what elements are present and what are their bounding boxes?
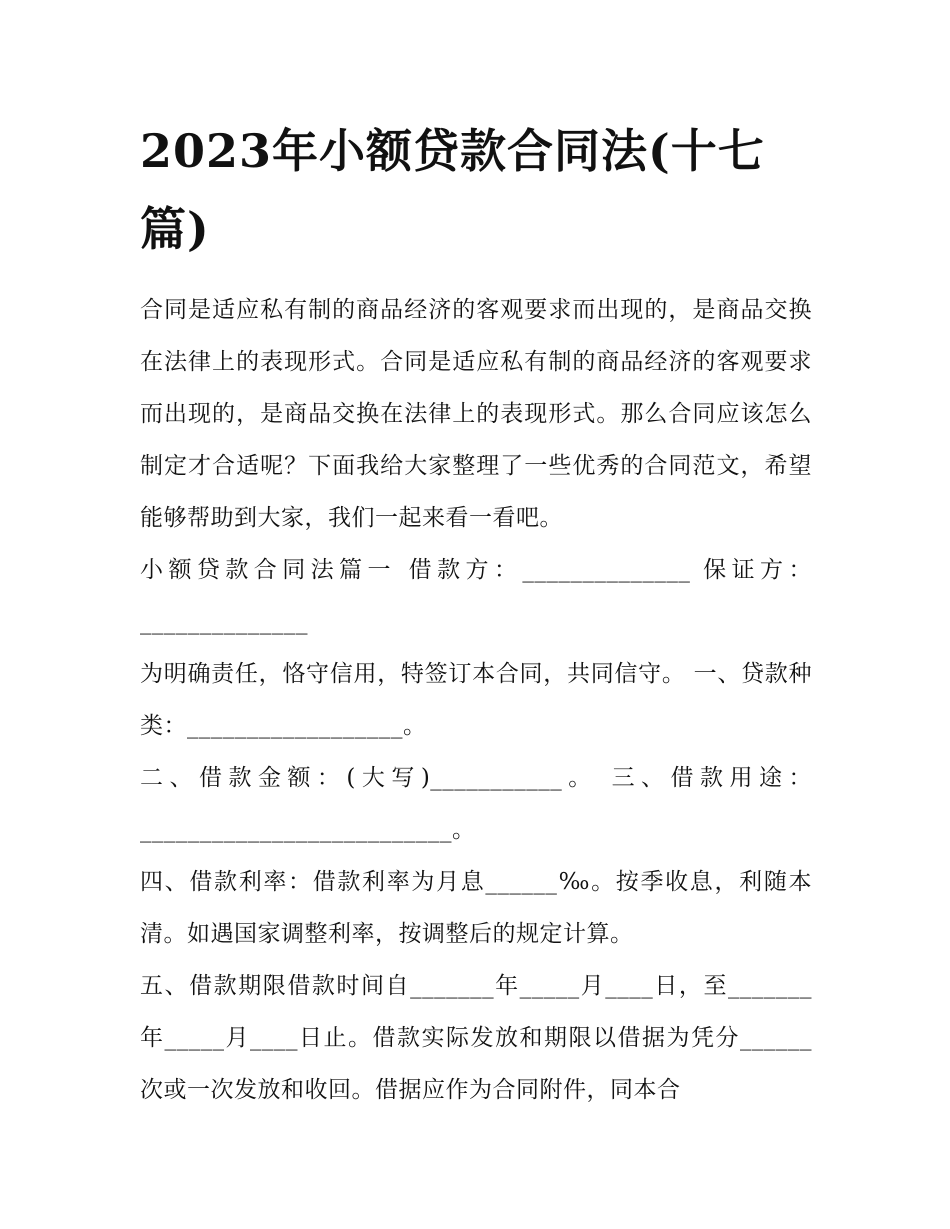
contract-parties-paragraph: 小额贷款合同法篇一 借款方：______________ 保证方：______________: [140, 557, 812, 635]
loan-amount-paragraph: 二、借款金额：(大写)___________。 三、借款用途：__________________________。: [140, 765, 812, 843]
loan-term-paragraph: 五、借款期限借款时间自_______年_____月____日，至_______年_____月____日止。借款实际发放和期限以借据为凭分______次或一次发放和收回。借据应作为合同附件，同本合: [140, 973, 812, 1103]
loan-type-paragraph: 为明确责任，恪守信用，特签订本合同，共同信守。 一、贷款种类：__________________。: [140, 661, 812, 739]
interest-rate-paragraph: 四、借款利率：借款利率为月息______‰。按季收息，利随本清。如遇国家调整利率，按调整后的规定计算。: [140, 869, 812, 947]
document-title: 2023年小额贷款合同法(十七篇): [140, 124, 765, 256]
document-page: [140, 112, 812, 1116]
intro-paragraph: 合同是适应私有制的商品经济的客观要求而出现的，是商品交换在法律上的表现形式。合同是适应私有制的商品经济的客观要求而出现的，是商品交换在法律上的表现形式。那么合同应该怎么制定才合适呢？下面我给大家整理了一些优秀的合同范文，希望能够帮助到大家，我们一起来看一看吧。: [140, 297, 812, 531]
